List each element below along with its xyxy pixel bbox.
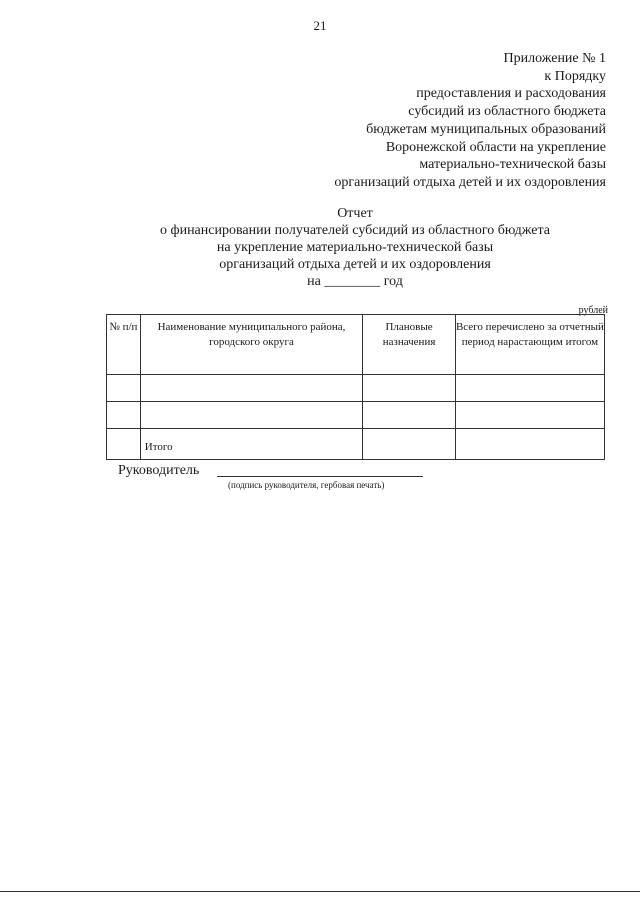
appendix-line: субсидий из областного бюджета [408, 104, 606, 120]
table-cell[interactable] [455, 402, 604, 429]
currency-note: рублей [578, 305, 608, 316]
header-transferred: Всего перечислено за отчетный период нарастающим итогом [455, 315, 604, 375]
table-cell[interactable] [107, 375, 141, 402]
table-cell[interactable] [107, 402, 141, 429]
table-header-row [107, 315, 605, 375]
page-number: 21 [313, 18, 327, 33]
report-subtitle-line: на укрепление материально-технической базы [216, 240, 494, 255]
report-heading [40, 205, 640, 290]
total-planned-cell[interactable] [363, 429, 456, 460]
table-row [107, 375, 605, 402]
report-year-line: на ________ год [307, 274, 403, 289]
report-table [106, 314, 605, 460]
signature-label: Руководитель [118, 463, 200, 478]
appendix-line: Приложение № 1 [503, 51, 606, 66]
total-transferred-cell[interactable] [455, 429, 604, 460]
header-name: Наименование муниципального района, городского округа [140, 315, 363, 375]
appendix-line: бюджетам муниципальных образований [366, 121, 606, 137]
signature-hint: (подпись руководителя, гербовая печать) [228, 480, 385, 490]
table-cell[interactable] [140, 375, 363, 402]
appendix-line: к Порядку [544, 68, 606, 84]
table-cell[interactable] [455, 375, 604, 402]
appendix-line: организаций отдыха детей и их оздоровления [334, 174, 606, 190]
appendix-line: предоставления и расходования [416, 86, 606, 102]
appendix-block [186, 50, 606, 192]
report-subtitle-line: о финансировании получателей субсидий из областного бюджета [160, 223, 550, 238]
table-cell[interactable] [363, 402, 456, 429]
total-label: Итого [140, 429, 363, 460]
table-cell[interactable] [107, 429, 141, 460]
header-planned: Плановые назначения [363, 315, 456, 375]
signature-line[interactable] [217, 476, 423, 477]
report-subtitle-line: организаций отдыха детей и их оздоровления [219, 257, 491, 272]
table-row [107, 402, 605, 429]
table-total-row [107, 429, 605, 460]
page-bottom-rule [0, 891, 640, 892]
header-num: № п/п [107, 315, 141, 375]
table-cell[interactable] [140, 402, 363, 429]
appendix-line: материально-технической базы [419, 157, 606, 173]
table-cell[interactable] [363, 375, 456, 402]
report-title: Отчет [337, 206, 373, 221]
appendix-line: Воронежской области на укрепление [385, 139, 606, 155]
